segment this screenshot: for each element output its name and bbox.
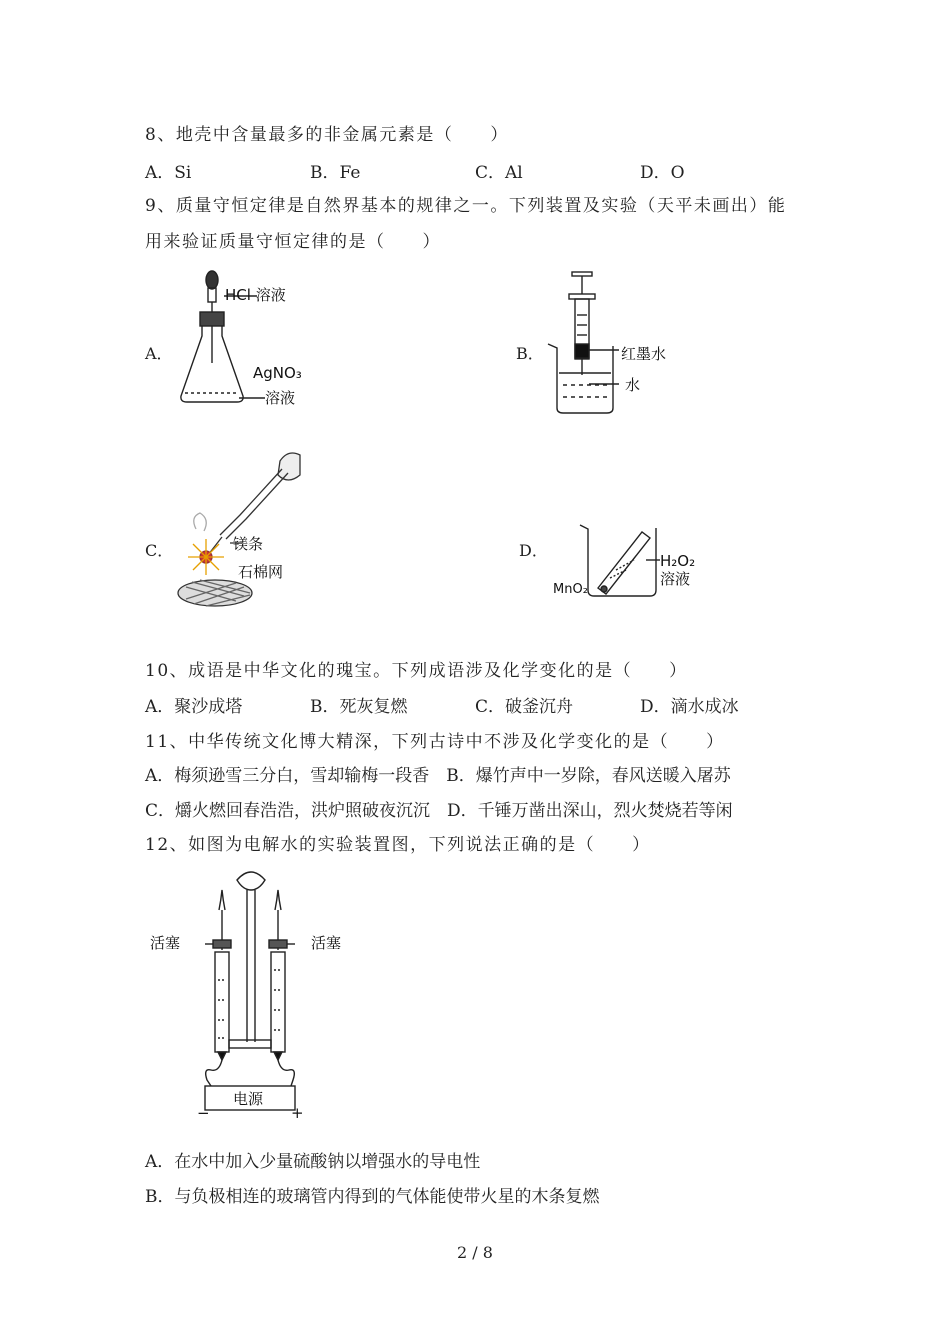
q8-stem: 8、地壳中含量最多的非金属元素是（ ） xyxy=(145,125,509,145)
q10-option-b: B．死灰复燃 xyxy=(310,697,408,717)
q12-label-power: 电源 xyxy=(233,1090,264,1108)
fig-d-label-h2o2: H₂O₂ xyxy=(660,552,696,570)
q12-label-stopcock-right: 活塞 xyxy=(311,934,342,952)
q9-option-a-label: A． xyxy=(145,344,173,363)
q9-option-b-label: B． xyxy=(516,344,544,363)
q9-figure-b xyxy=(545,270,715,420)
page-number: 2 / 8 xyxy=(457,1243,493,1262)
fig-d-label-solution: 溶液 xyxy=(660,570,691,588)
q12-label-stopcock-left: 活塞 xyxy=(150,934,181,952)
fig-a-label-hcl: HCl 溶液 xyxy=(225,286,286,304)
fig-a-label-agno3: AgNO₃ xyxy=(253,364,302,382)
q9-figure-d xyxy=(550,520,710,605)
fig-d-label-mno2: MnO₂ xyxy=(553,582,588,597)
q12-label-plus: + xyxy=(291,1104,304,1122)
q11-stem: 11、中华传统文化博大精深，下列古诗中不涉及化学变化的是（ ） xyxy=(145,732,725,752)
q12-option-b: B．与负极相连的玻璃管内得到的气体能使带火星的木条复燃 xyxy=(145,1187,600,1207)
q12-stem: 12、如图为电解水的实验装置图，下列说法正确的是（ ） xyxy=(145,835,651,855)
q11-options-ab: A．梅须逊雪三分白，雪却输梅一段香 B．爆竹声中一岁除，春风送暖入屠苏 xyxy=(145,766,731,786)
fig-a-label-solution: 溶液 xyxy=(265,389,296,407)
q12-electrolysis-figure xyxy=(145,860,375,1120)
q9-stem-line2: 用来验证质量守恒定律的是（ ） xyxy=(145,232,441,252)
q12-option-a: A．在水中加入少量硫酸钠以增强水的导电性 xyxy=(145,1152,481,1172)
q10-stem: 10、成语是中华文化的瑰宝。下列成语涉及化学变化的是（ ） xyxy=(145,661,688,681)
q9-option-c-label: C． xyxy=(145,541,174,560)
q10-option-a: A．聚沙成塔 xyxy=(145,697,243,717)
q9-figure-a xyxy=(175,268,325,418)
q10-option-c: C．破釜沉舟 xyxy=(475,697,574,717)
fig-b-label-ink: 红墨水 xyxy=(621,345,667,363)
q8-option-d: D．O xyxy=(640,163,685,183)
q11-options-cd: C．爝火燃回春浩浩，洪炉照破夜沉沉 D．千锤万凿出深山，烈火焚烧若等闲 xyxy=(145,801,733,821)
q9-stem-line1: 9、质量守恒定律是自然界基本的规律之一。下列装置及实验（天平未画出）能 xyxy=(145,196,787,216)
q8-option-a: A．Si xyxy=(145,163,192,183)
q12-label-minus: − xyxy=(197,1104,210,1122)
fig-c-label-mg: 镁条 xyxy=(233,535,264,553)
q9-figure-c xyxy=(170,445,340,615)
fig-b-label-water: 水 xyxy=(625,376,641,394)
q8-option-b: B．Fe xyxy=(310,163,361,183)
q8-option-c: C．Al xyxy=(475,163,523,183)
q9-option-d-label: D． xyxy=(519,541,548,560)
fig-c-label-mesh: 石棉网 xyxy=(238,563,284,581)
q10-option-d: D．滴水成冰 xyxy=(640,697,739,717)
